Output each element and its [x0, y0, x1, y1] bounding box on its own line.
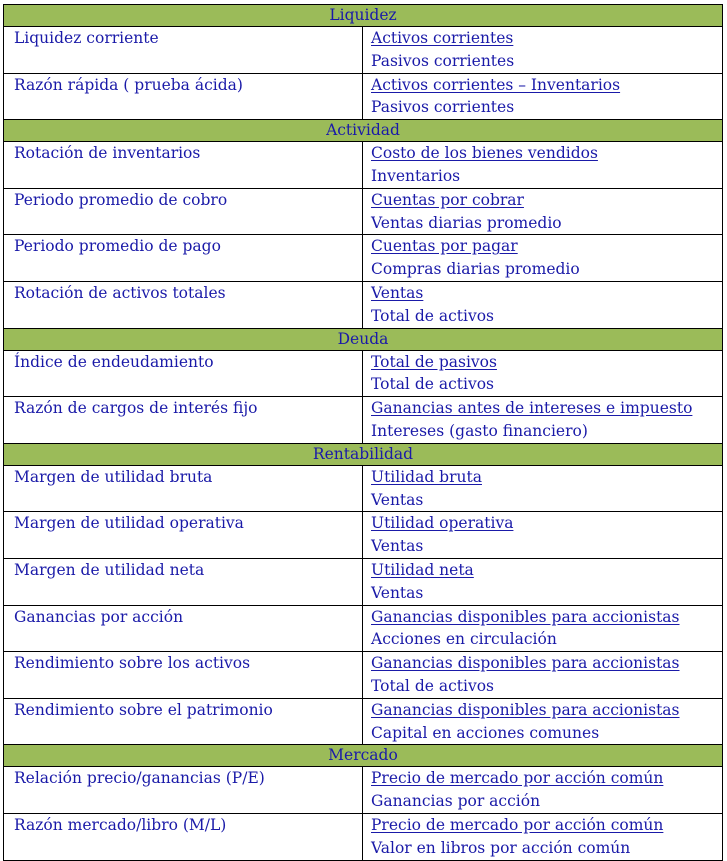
ratio-formula [363, 350, 723, 397]
ratio-name: Rotación de activos totales [4, 281, 363, 328]
ratio-name: Razón rápida ( prueba ácida) [4, 73, 363, 120]
formula-denominator: Ventas [371, 490, 424, 509]
financial-ratios-body [4, 5, 723, 861]
ratio-formula [363, 558, 723, 605]
ratio-row [4, 281, 723, 328]
ratio-name: Margen de utilidad neta [4, 558, 363, 605]
formula-numerator: Ganancias antes de intereses e impuesto [371, 399, 693, 418]
section-title: Mercado [4, 745, 723, 767]
ratio-row [4, 73, 723, 120]
ratio-row [4, 652, 723, 699]
ratio-name: Periodo promedio de pago [4, 235, 363, 282]
formula-numerator: Cuentas por cobrar [371, 190, 524, 209]
section-header-row [4, 443, 723, 465]
ratio-row [4, 813, 723, 860]
section-title: Deuda [4, 328, 723, 350]
ratio-row [4, 27, 723, 74]
ratio-row [4, 350, 723, 397]
ratio-formula [363, 397, 723, 444]
formula-numerator: Utilidad neta [371, 560, 474, 579]
formula-numerator: Costo de los bienes vendidos [371, 144, 598, 163]
formula-numerator: Activos corrientes – Inventarios [371, 75, 621, 94]
ratio-row [4, 142, 723, 189]
ratio-formula [363, 605, 723, 652]
section-header-row [4, 328, 723, 350]
ratio-row [4, 397, 723, 444]
formula-numerator: Ganancias disponibles para accionistas [371, 607, 680, 626]
formula-denominator: Intereses (gasto financiero) [371, 421, 588, 440]
ratio-row [4, 512, 723, 559]
formula-denominator: Ventas [371, 537, 424, 556]
formula-denominator: Ventas [371, 583, 424, 602]
section-header-row [4, 745, 723, 767]
section-title: Actividad [4, 120, 723, 142]
ratio-row [4, 558, 723, 605]
ratio-formula [363, 27, 723, 74]
ratio-formula [363, 235, 723, 282]
formula-numerator: Activos corrientes [371, 29, 514, 47]
formula-numerator: Total de pasivos [371, 352, 497, 371]
ratio-formula [363, 73, 723, 120]
formula-denominator: Pasivos corrientes [371, 98, 515, 117]
section-header-row [4, 120, 723, 142]
formula-denominator: Compras diarias promedio [371, 260, 580, 279]
ratio-formula [363, 142, 723, 189]
formula-numerator: Utilidad operativa [371, 514, 514, 533]
formula-numerator: Ventas [371, 283, 424, 302]
formula-denominator: Ventas diarias promedio [371, 213, 562, 232]
formula-denominator: Inventarios [371, 166, 461, 185]
ratio-name: Relación precio/ganancias (P/E) [4, 767, 363, 814]
section-header-row [4, 5, 723, 27]
financial-ratios-table [3, 4, 723, 861]
section-title: Rentabilidad [4, 443, 723, 465]
ratio-formula [363, 813, 723, 860]
formula-denominator: Pasivos corrientes [371, 51, 515, 70]
ratio-formula [363, 188, 723, 235]
ratio-name: Rendimiento sobre los activos [4, 652, 363, 699]
ratio-formula [363, 698, 723, 745]
ratio-name: Índice de endeudamiento [4, 350, 363, 397]
ratio-name: Razón mercado/libro (M/L) [4, 813, 363, 860]
ratio-formula [363, 512, 723, 559]
formula-denominator: Ganancias por acción [371, 792, 541, 811]
formula-denominator: Acciones en circulación [371, 630, 557, 649]
ratio-row [4, 698, 723, 745]
ratio-name: Rotación de inventarios [4, 142, 363, 189]
formula-numerator: Ganancias disponibles para accionistas [371, 700, 680, 719]
ratio-formula [363, 465, 723, 512]
section-title: Liquidez [4, 5, 723, 27]
formula-denominator: Valor en libros por acción común [371, 838, 631, 857]
ratio-name: Razón de cargos de interés fijo [4, 397, 363, 444]
ratio-row [4, 767, 723, 814]
ratio-name: Margen de utilidad bruta [4, 465, 363, 512]
formula-numerator: Precio de mercado por acción común [371, 815, 664, 834]
formula-denominator: Total de activos [371, 375, 494, 394]
ratio-row [4, 235, 723, 282]
formula-numerator: Precio de mercado por acción común [371, 769, 664, 788]
formula-denominator: Capital en acciones comunes [371, 723, 600, 742]
formula-denominator: Total de activos [371, 306, 494, 325]
ratio-row [4, 605, 723, 652]
formula-numerator: Utilidad bruta [371, 467, 482, 486]
ratio-name: Rendimiento sobre el patrimonio [4, 698, 363, 745]
ratio-name: Margen de utilidad operativa [4, 512, 363, 559]
formula-denominator: Total de activos [371, 676, 494, 695]
ratio-row [4, 188, 723, 235]
ratio-row [4, 465, 723, 512]
ratio-name: Periodo promedio de cobro [4, 188, 363, 235]
ratio-formula [363, 281, 723, 328]
ratio-name: Liquidez corriente [4, 27, 363, 74]
formula-numerator: Cuentas por pagar [371, 237, 518, 256]
ratio-formula [363, 767, 723, 814]
ratio-name: Ganancias por acción [4, 605, 363, 652]
ratio-formula [363, 652, 723, 699]
formula-numerator: Ganancias disponibles para accionistas [371, 654, 680, 673]
